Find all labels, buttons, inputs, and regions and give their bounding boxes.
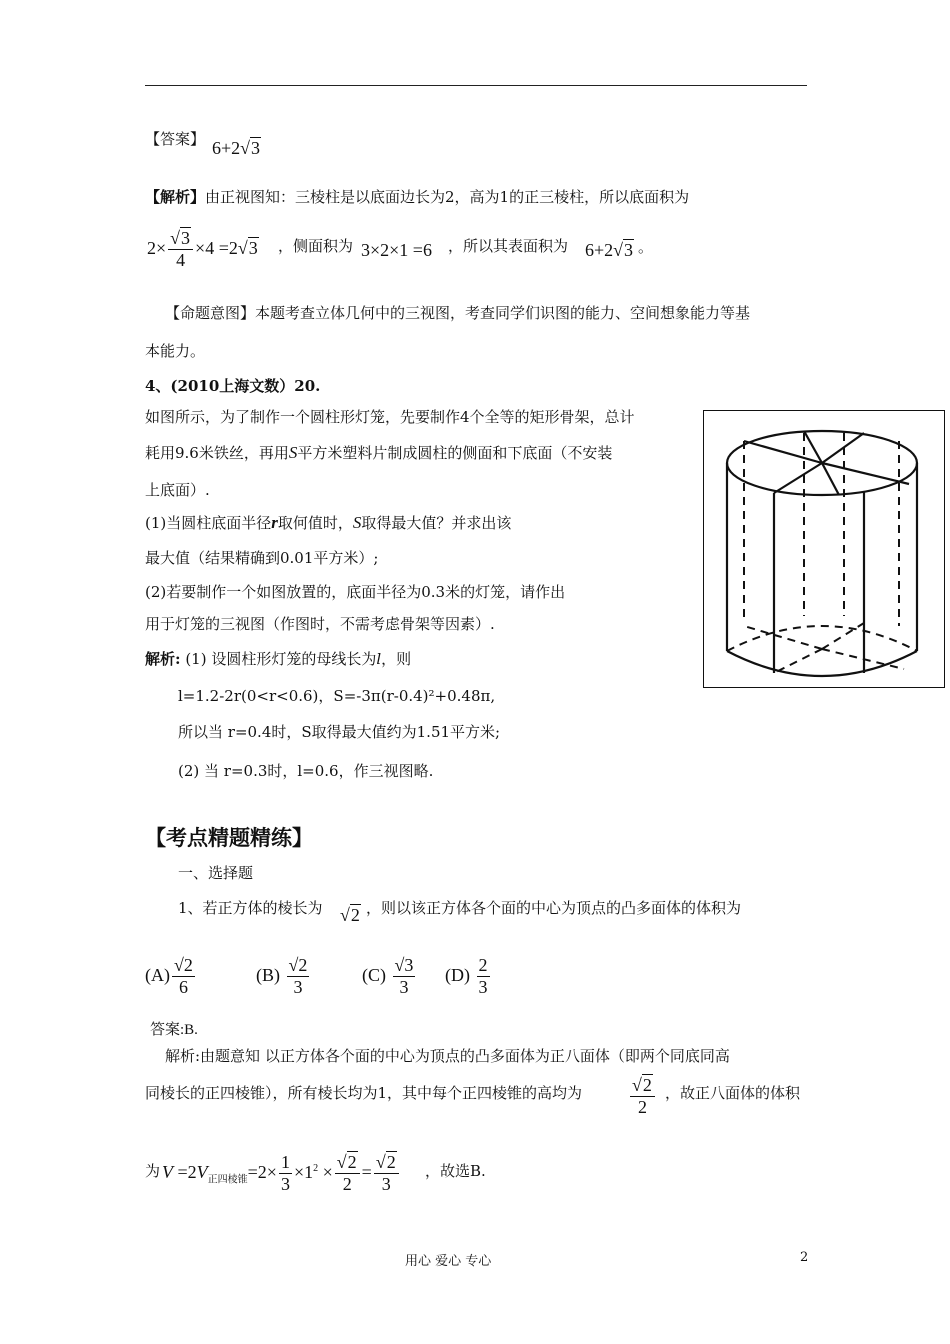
- choice-c: [362, 955, 417, 998]
- analysis-mid2: ，所以其表面积为: [448, 237, 569, 255]
- lantern-figure: [703, 410, 945, 688]
- analysis-equation-2: 3×2×1 =6: [361, 240, 432, 260]
- q4-title: 4、(2010上海文数）20.: [145, 377, 321, 395]
- q4-line-2-a: 耗用9.6米铁丝，再用: [145, 444, 289, 462]
- solution-line-1-end: ，则: [381, 650, 412, 668]
- choice-b-den: 3: [293, 976, 303, 997]
- question-1-solution-prefix: 为: [145, 1162, 161, 1180]
- analysis-equation-1: 2× $\frac{√3}{4}$ ×4 =2√3: [147, 228, 258, 270]
- choice-d-label: (D): [445, 964, 470, 985]
- choice-d-den: 3: [478, 976, 488, 997]
- answer-value: 6+2√3: [212, 138, 261, 158]
- q4-var-S: S: [288, 443, 298, 462]
- q4-line-1: 如图所示，为了制作一个圆柱形灯笼，先要制作4个全等的矩形骨架，总计: [145, 408, 635, 426]
- volume-subscript: 正四棱锥: [207, 1174, 248, 1186]
- intent-line-1: 【命题意图】本题考查立体几何中的三视图，考查同学们识图的能力、空间想象能力等基: [165, 304, 751, 322]
- question-1-solution-line-1: 解析:由题意知 以正方体各个面的中心为顶点的凸多面体为正八面体（即两个同底同高: [165, 1047, 730, 1065]
- choice-d: [445, 955, 492, 998]
- question-1-volume-equation: $V =2V_{正四棱锥}=2\times$ $\frac{1}{3}$ $\times 1^2$ × $\frac{√2}{2}$ = $\frac{√2}{3}$: [162, 1152, 401, 1195]
- cylinder-lantern-drawing: [704, 411, 944, 687]
- section-heading: 【考点精题精练】: [145, 826, 313, 850]
- solution-line-1-text: (1) 设圆柱形灯笼的母线长为: [185, 650, 377, 668]
- answer-label: 【答案】: [145, 130, 206, 148]
- question-1-solution-line-2b: ，故正八面体的体积: [665, 1084, 801, 1102]
- q4-part-1-d: 最大值（结果精确到0.01平方米）;: [145, 549, 379, 567]
- q4-line-3: 上底面）.: [145, 481, 210, 499]
- q4-var-r: r: [271, 513, 278, 532]
- header-rule: [145, 85, 807, 86]
- choice-a-num: √2: [174, 955, 193, 975]
- analysis-text: 由正视图知：三棱柱是以底面边长为2，高为1的正三棱柱，所以底面积为: [205, 188, 690, 206]
- choice-c-label: (C): [362, 964, 386, 985]
- q4-part-1-a: (1)当圆柱底面半径: [145, 514, 272, 532]
- footer-text: 用心 爱心 专心: [405, 1254, 492, 1269]
- choice-b: [256, 955, 311, 998]
- q4-part-2-a: (2)若要制作一个如图放置的，底面半径为0.3米的灯笼，请作出: [145, 583, 566, 601]
- q4-line-2: [145, 442, 612, 463]
- solution-line-1: [145, 648, 411, 669]
- choice-a-label: (A): [145, 964, 170, 985]
- solution-line-4: (2) 当 r=0.3时，l=0.6，作三视图略.: [178, 762, 434, 780]
- analysis-paragraph: [145, 186, 689, 207]
- solution-line-3: 所以当 r=0.4时，S取得最大值约为1.51平方米;: [178, 723, 501, 741]
- question-1-answer: 答案:B.: [150, 1022, 198, 1038]
- solution-line-2: l=1.2-2r(0<r<0.6)，S=-3π(r-0.4)²+0.48π,: [178, 687, 496, 705]
- choice-c-den: 3: [399, 976, 409, 997]
- page-number: 2: [800, 1250, 809, 1265]
- solution-label: 解析:: [145, 650, 181, 668]
- intent-line-2: 本能力。: [145, 342, 206, 360]
- choice-d-num: 2: [478, 955, 488, 975]
- choice-c-num: √3: [394, 955, 414, 975]
- question-1-sqrt: √2: [340, 905, 360, 925]
- analysis-equation-3: 6+2√3: [585, 240, 634, 260]
- q4-part-1: [145, 512, 511, 533]
- choice-b-num: √2: [288, 955, 308, 975]
- analysis-end: 。: [638, 238, 654, 256]
- q4-part-2-b: 用于灯笼的三视图（作图时，不需考虑骨架等因素）.: [145, 615, 495, 633]
- question-1-a: 1、若正方体的棱长为: [178, 899, 323, 917]
- choice-a: [145, 955, 197, 998]
- q4-part-1-c: 取得最大值？并求出该: [361, 514, 512, 532]
- q4-var-S-2: S: [352, 513, 362, 532]
- choice-b-label: (B): [256, 964, 280, 985]
- question-1-solution-frac: $\frac{√2}{2}$: [628, 1075, 657, 1118]
- choice-a-den: 6: [178, 976, 188, 997]
- q4-line-2-b: 平方米塑料片制成圆柱的侧面和下底面（不安装: [297, 444, 613, 462]
- solution-var-l: l: [376, 650, 382, 668]
- question-1-sqrt-value: 2: [350, 905, 360, 925]
- question-1-b: ，则以该正方体各个面的中心为顶点的凸多面体的体积为: [366, 899, 742, 917]
- analysis-label: 【解析】: [145, 188, 206, 206]
- question-1-solution-line-2a: 同棱长的正四棱锥），所有棱长均为1，其中每个正四棱锥的高均为: [145, 1084, 583, 1102]
- question-1-solution-end: ，故选B.: [425, 1162, 486, 1180]
- q4-part-1-b: 取何值时，: [277, 514, 353, 532]
- sub-heading: 一、选择题: [178, 864, 254, 882]
- analysis-mid: ，侧面积为: [278, 237, 354, 255]
